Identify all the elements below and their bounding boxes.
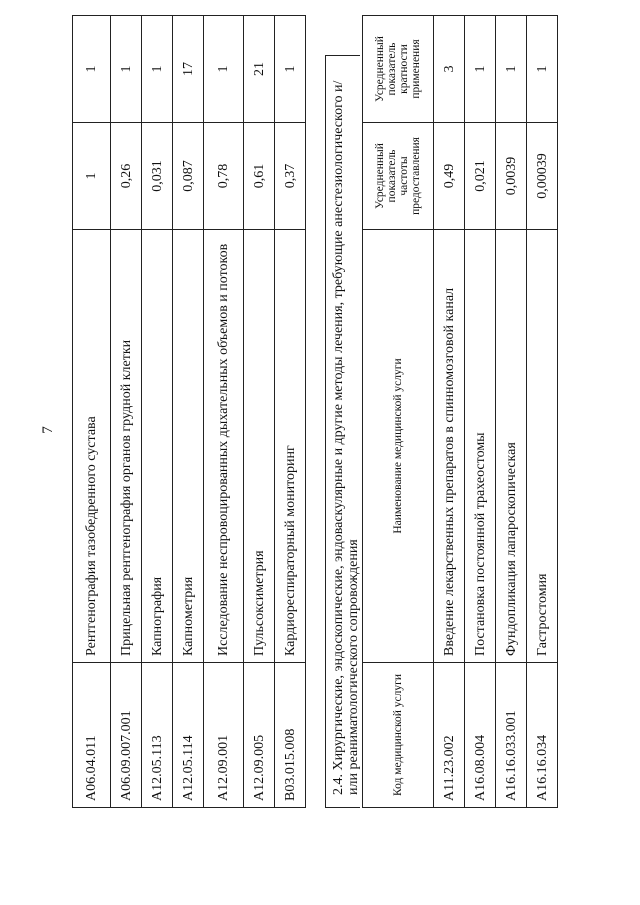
cell-name: Капнография bbox=[142, 230, 173, 663]
cell-multiplicity: 1 bbox=[142, 16, 173, 123]
cell-code: A06.09.007.001 bbox=[111, 663, 142, 808]
cell-code: A12.09.005 bbox=[244, 663, 275, 808]
table-header-row bbox=[363, 16, 434, 808]
table-row bbox=[111, 16, 142, 808]
cell-multiplicity: 1 bbox=[73, 16, 111, 123]
cell-code: A12.05.113 bbox=[142, 663, 173, 808]
cell-code: A12.09.001 bbox=[204, 663, 244, 808]
cell-frequency: 0,26 bbox=[111, 123, 142, 230]
table-row bbox=[142, 16, 173, 808]
header-name: Наименование медицинской услуги bbox=[363, 230, 434, 663]
cell-code: A16.08.004 bbox=[465, 663, 496, 808]
cell-code: A16.16.033.001 bbox=[496, 663, 527, 808]
table-row bbox=[204, 16, 244, 808]
cell-multiplicity: 1 bbox=[496, 16, 527, 123]
table-row bbox=[434, 16, 465, 808]
cell-frequency: 0,021 bbox=[465, 123, 496, 230]
table-row bbox=[465, 16, 496, 808]
cell-code: A16.16.034 bbox=[527, 663, 558, 808]
cell-code: A06.04.011 bbox=[73, 663, 111, 808]
cell-multiplicity: 3 bbox=[434, 16, 465, 123]
cell-frequency: 0,61 bbox=[244, 123, 275, 230]
cell-name: Кардиореспираторный мониторинг bbox=[275, 230, 306, 663]
cell-frequency: 0,37 bbox=[275, 123, 306, 230]
cell-frequency: 0,00039 bbox=[527, 123, 558, 230]
cell-frequency: 0,031 bbox=[142, 123, 173, 230]
page-number: 7 bbox=[40, 426, 56, 434]
header-code: Код медицинской услуги bbox=[363, 663, 434, 808]
services-table-bottom bbox=[362, 15, 558, 808]
cell-multiplicity: 1 bbox=[465, 16, 496, 123]
cell-name: Прицельная рентгенография органов грудной клетки bbox=[111, 230, 142, 663]
cell-code: B03.015.008 bbox=[275, 663, 306, 808]
cell-multiplicity: 1 bbox=[527, 16, 558, 123]
cell-multiplicity: 17 bbox=[173, 16, 204, 123]
header-multiplicity: Усредненный показатель кратности применения bbox=[363, 16, 434, 123]
cell-frequency: 1 bbox=[73, 123, 111, 230]
table-row bbox=[244, 16, 275, 808]
cell-name: Введение лекарственных препаратов в спинномозговой канал bbox=[434, 230, 465, 663]
cell-multiplicity: 1 bbox=[204, 16, 244, 123]
cell-name: Рентгенография тазобедренного сустава bbox=[73, 230, 111, 663]
cell-name: Гастростомия bbox=[527, 230, 558, 663]
cell-name: Капнометрия bbox=[173, 230, 204, 663]
table-row bbox=[496, 16, 527, 808]
cell-frequency: 0,087 bbox=[173, 123, 204, 230]
cell-frequency: 0,78 bbox=[204, 123, 244, 230]
cell-name: Исследование неспровоцированных дыхательных объемов и потоков bbox=[204, 230, 244, 663]
header-frequency: Усредненный показатель частоты предоставления bbox=[363, 123, 434, 230]
cell-name: Постановка постоянной трахеостомы bbox=[465, 230, 496, 663]
section-title: 2.4. Хирургические, эндоскопические, эндоваскулярные и другие методы лечения, требующие анестезиологического и/или реаниматологического сопровождения bbox=[331, 80, 361, 795]
cell-multiplicity: 1 bbox=[111, 16, 142, 123]
table-row bbox=[527, 16, 558, 808]
cell-frequency: 0,49 bbox=[434, 123, 465, 230]
cell-multiplicity: 21 bbox=[244, 16, 275, 123]
table-row bbox=[173, 16, 204, 808]
table-row bbox=[275, 16, 306, 808]
cell-name: Пульсоксиметрия bbox=[244, 230, 275, 663]
cell-code: A12.05.114 bbox=[173, 663, 204, 808]
cell-code: A11.23.002 bbox=[434, 663, 465, 808]
table-row bbox=[73, 16, 111, 808]
cell-frequency: 0,0039 bbox=[496, 123, 527, 230]
cell-name: Фундопликация лапароскопическая bbox=[496, 230, 527, 663]
services-table-top bbox=[72, 15, 306, 808]
cell-multiplicity: 1 bbox=[275, 16, 306, 123]
